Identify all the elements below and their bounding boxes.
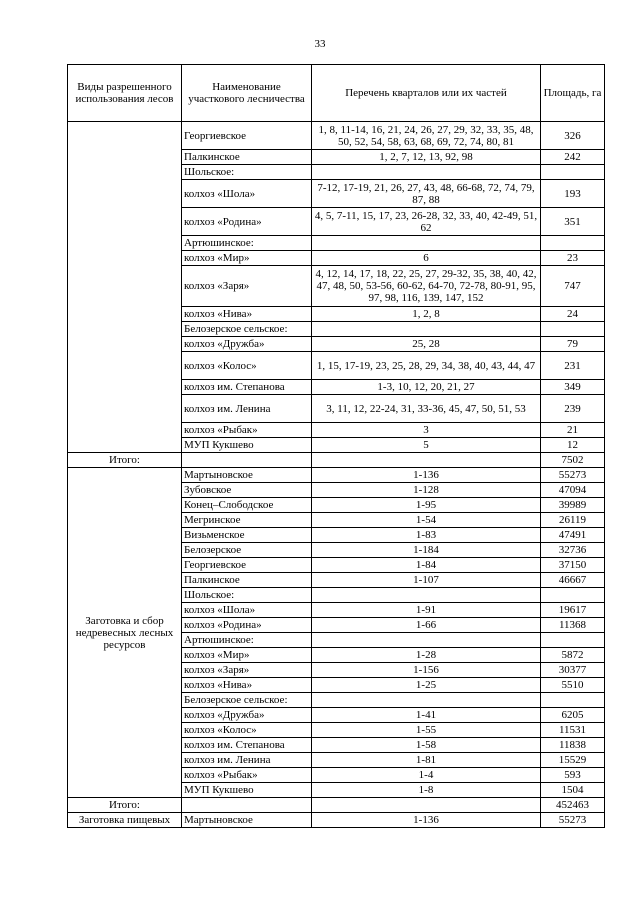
area-value: 55273: [541, 813, 605, 828]
area-value: 747: [541, 266, 605, 307]
area-value: 326: [541, 122, 605, 150]
quarters-list: 1-136: [312, 468, 541, 483]
area-value: 239: [541, 395, 605, 423]
forestry-name: колхоз «Нива»: [182, 307, 312, 322]
quarters-list: 1-54: [312, 513, 541, 528]
area-value: 6205: [541, 708, 605, 723]
forestry-name: колхоз «Мир»: [182, 251, 312, 266]
quarters-list: 5: [312, 438, 541, 453]
total-row: [68, 453, 605, 468]
quarters-list: 25, 28: [312, 337, 541, 352]
quarters-list: 3: [312, 423, 541, 438]
area-value: 5510: [541, 678, 605, 693]
area-value: 11368: [541, 618, 605, 633]
forestry-name: Артюшинское:: [182, 633, 312, 648]
area-value: 79: [541, 337, 605, 352]
total-row: [68, 798, 605, 813]
quarters-list: 1-83: [312, 528, 541, 543]
forestry-name: Георгиевское: [182, 558, 312, 573]
empty-cell: [182, 798, 312, 813]
quarters-list: [312, 693, 541, 708]
forestry-name: МУП Кукшево: [182, 438, 312, 453]
area-value: [541, 633, 605, 648]
quarters-list: 1-95: [312, 498, 541, 513]
empty-cell: [312, 453, 541, 468]
quarters-list: 1-58: [312, 738, 541, 753]
quarters-list: 1-3, 10, 12, 20, 21, 27: [312, 380, 541, 395]
forestry-name: Палкинское: [182, 150, 312, 165]
area-value: 242: [541, 150, 605, 165]
forestry-name: колхоз «Нива»: [182, 678, 312, 693]
table-row: [68, 468, 605, 483]
forestry-name: колхоз «Рыбак»: [182, 768, 312, 783]
forestry-name: Артюшинское:: [182, 236, 312, 251]
forestry-name: Белозерское сельское:: [182, 693, 312, 708]
area-value: 39989: [541, 498, 605, 513]
area-value: 593: [541, 768, 605, 783]
area-value: [541, 588, 605, 603]
header-use-type: Виды разрешенного использования лесов: [68, 65, 182, 122]
quarters-list: 1-55: [312, 723, 541, 738]
table-row: [68, 122, 605, 150]
quarters-list: 1-184: [312, 543, 541, 558]
quarters-list: 1, 2, 8: [312, 307, 541, 322]
forestry-name: колхоз «Заря»: [182, 266, 312, 307]
area-value: 12: [541, 438, 605, 453]
quarters-list: 6: [312, 251, 541, 266]
forestry-name: колхоз «Дружба»: [182, 708, 312, 723]
forestry-name: колхоз «Родина»: [182, 208, 312, 236]
quarters-list: 1-81: [312, 753, 541, 768]
area-value: 55273: [541, 468, 605, 483]
area-value: 47094: [541, 483, 605, 498]
quarters-list: 1, 2, 7, 12, 13, 92, 98: [312, 150, 541, 165]
area-value: 24: [541, 307, 605, 322]
empty-cell: [182, 453, 312, 468]
area-value: 349: [541, 380, 605, 395]
quarters-list: [312, 322, 541, 337]
quarters-list: 1-8: [312, 783, 541, 798]
quarters-list: 1-107: [312, 573, 541, 588]
forestry-name: колхоз «Шола»: [182, 603, 312, 618]
quarters-list: 3, 11, 12, 22-24, 31, 33-36, 45, 47, 50, 51, 53: [312, 395, 541, 423]
header-area: Площадь, га: [541, 65, 605, 122]
forestry-name: МУП Кукшево: [182, 783, 312, 798]
area-value: 37150: [541, 558, 605, 573]
quarters-list: [312, 633, 541, 648]
forestry-name: Визьменское: [182, 528, 312, 543]
forestry-name: Мартыновское: [182, 468, 312, 483]
forestry-name: колхоз «Заря»: [182, 663, 312, 678]
area-value: 11531: [541, 723, 605, 738]
forestry-name: колхоз им. Ленина: [182, 753, 312, 768]
quarters-list: 1-91: [312, 603, 541, 618]
quarters-list: 1-41: [312, 708, 541, 723]
category-cell: Заготовка и сбор недревесных лесных ресурсов: [68, 468, 182, 798]
area-value: 19617: [541, 603, 605, 618]
area-value: 5872: [541, 648, 605, 663]
forestry-name: Зубовское: [182, 483, 312, 498]
area-value: [541, 165, 605, 180]
forestry-name: колхоз им. Степанова: [182, 738, 312, 753]
forestry-name: колхоз «Родина»: [182, 618, 312, 633]
quarters-list: 1, 15, 17-19, 23, 25, 28, 29, 34, 38, 40, 43, 44, 47: [312, 352, 541, 380]
area-value: 351: [541, 208, 605, 236]
quarters-list: 1, 8, 11-14, 16, 21, 24, 26, 27, 29, 32, 33, 35, 48, 50, 52, 54, 58, 63, 68, 69, 72, 74, 80, 81: [312, 122, 541, 150]
total-label: Итого:: [68, 798, 182, 813]
forest-use-table: [67, 64, 605, 828]
forestry-name: колхоз «Дружба»: [182, 337, 312, 352]
area-value: 1504: [541, 783, 605, 798]
forestry-name: Мартыновское: [182, 813, 312, 828]
area-value: [541, 693, 605, 708]
area-value: 21: [541, 423, 605, 438]
category-cell: Заготовка пищевых: [68, 813, 182, 828]
forestry-name: Палкинское: [182, 573, 312, 588]
header-quarters-list: Перечень кварталов или их частей: [312, 65, 541, 122]
area-value: 15529: [541, 753, 605, 768]
forestry-name: колхоз им. Степанова: [182, 380, 312, 395]
forestry-name: Белозерское: [182, 543, 312, 558]
forestry-name: колхоз «Мир»: [182, 648, 312, 663]
area-value: 11838: [541, 738, 605, 753]
area-value: 46667: [541, 573, 605, 588]
page-number: 33: [314, 38, 326, 50]
area-value: 32736: [541, 543, 605, 558]
quarters-list: 1-128: [312, 483, 541, 498]
quarters-list: 4, 5, 7-11, 15, 17, 23, 26-28, 32, 33, 40, 42-49, 51, 62: [312, 208, 541, 236]
area-value: [541, 322, 605, 337]
area-value: 47491: [541, 528, 605, 543]
area-value: [541, 236, 605, 251]
quarters-list: 1-156: [312, 663, 541, 678]
header-forestry-name: Наименование участкового лесничества: [182, 65, 312, 122]
area-value: 23: [541, 251, 605, 266]
forestry-name: колхоз «Рыбак»: [182, 423, 312, 438]
quarters-list: 7-12, 17-19, 21, 26, 27, 43, 48, 66-68, 72, 74, 79, 87, 88: [312, 180, 541, 208]
forestry-name: Георгиевское: [182, 122, 312, 150]
area-value: 30377: [541, 663, 605, 678]
forestry-name: Мегринское: [182, 513, 312, 528]
total-label: Итого:: [68, 453, 182, 468]
table-row: [68, 813, 605, 828]
header-row: [68, 65, 605, 122]
quarters-list: 1-84: [312, 558, 541, 573]
forestry-name: колхоз «Колос»: [182, 723, 312, 738]
quarters-list: 4, 12, 14, 17, 18, 22, 25, 27, 29-32, 35, 38, 40, 42, 47, 48, 50, 53-56, 60-62, 64-70, 72-78, 80-91, 95, 97, 98, 116, 139, 147, 152: [312, 266, 541, 307]
forestry-name: Шольское:: [182, 165, 312, 180]
total-area: 452463: [541, 798, 605, 813]
quarters-list: [312, 588, 541, 603]
area-value: 26119: [541, 513, 605, 528]
quarters-list: 1-66: [312, 618, 541, 633]
empty-cell: [312, 798, 541, 813]
quarters-list: 1-28: [312, 648, 541, 663]
quarters-list: [312, 236, 541, 251]
forestry-name: Белозерское сельское:: [182, 322, 312, 337]
forestry-name: Шольское:: [182, 588, 312, 603]
total-area: 7502: [541, 453, 605, 468]
category-cell: [68, 122, 182, 453]
quarters-list: 1-25: [312, 678, 541, 693]
area-value: 231: [541, 352, 605, 380]
forestry-name: колхоз «Шола»: [182, 180, 312, 208]
quarters-list: [312, 165, 541, 180]
forestry-name: Конец–Слободское: [182, 498, 312, 513]
area-value: 193: [541, 180, 605, 208]
quarters-list: 1-4: [312, 768, 541, 783]
forestry-name: колхоз им. Ленина: [182, 395, 312, 423]
quarters-list: 1-136: [312, 813, 541, 828]
forestry-name: колхоз «Колос»: [182, 352, 312, 380]
